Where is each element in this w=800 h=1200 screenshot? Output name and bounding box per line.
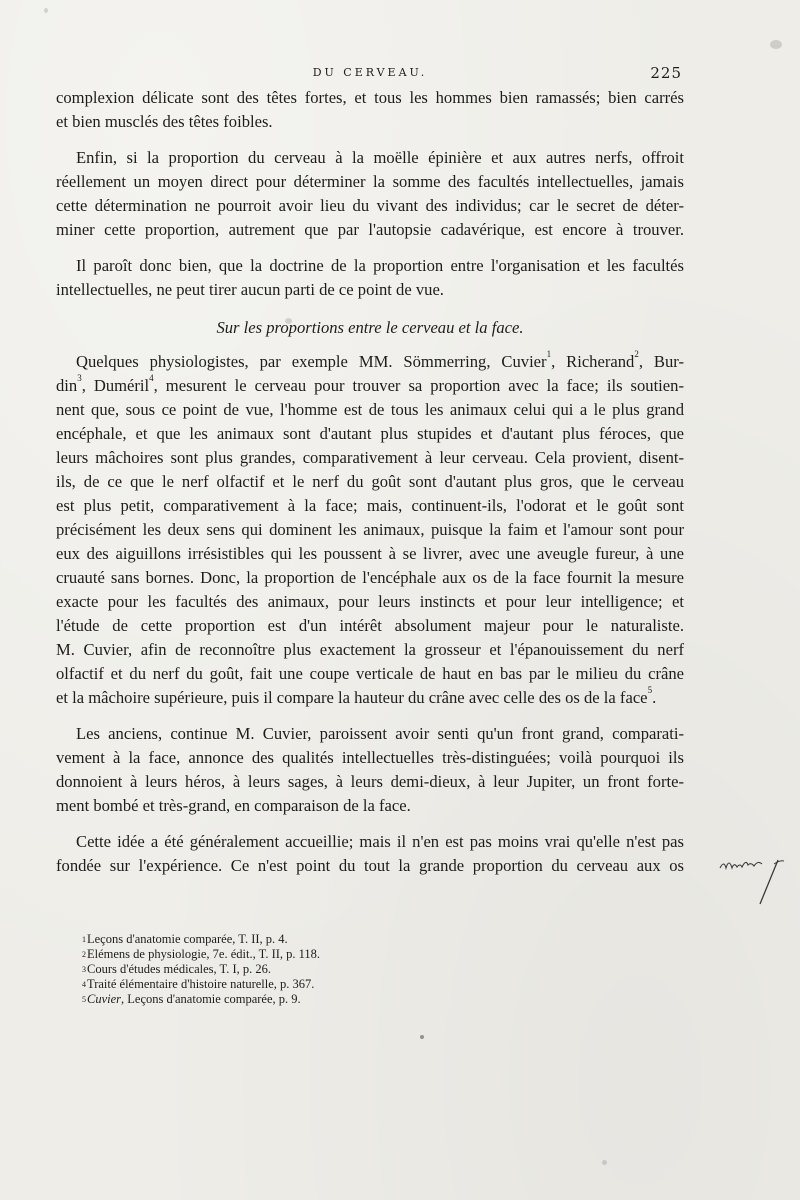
text-line: din$^3$, Duméril$^4$, mesurent le cerveau pour trouver sa proportion avec la face; ils soutien- [56, 373, 684, 395]
text-line: Enfin, si la proportion du cerveau à la moëlle épinière et aux autres nerfs, offroit [76, 148, 684, 167]
text-line: fondée sur l'expérience. Ce n'est point du tout la grande proportion du cerveau aux os [56, 856, 684, 875]
text-line: ils, de ce que le nerf olfactif et le nerf du goût sont d'autant plus gros, que le cerveau [56, 472, 684, 491]
text-line: miner cette proportion, autrement que par l'autopsie cadavérique, est encore à trouver. [56, 220, 684, 239]
text-line: est plus petit, comparativement à la face; mais, continuent-ils, l'odorat et le goût sont [56, 496, 684, 515]
page-number: 225 [650, 64, 682, 82]
text-line: l'étude de cette proportion est d'un intérêt absolument majeur pour le naturaliste. [56, 616, 684, 635]
text-line: intellectuelles, ne peut tirer aucun parti de ce point de vue. [56, 280, 444, 299]
text-line: cette détermination ne pourroit avoir lieu du vivant des individus; car le secret de déter- [56, 196, 684, 215]
text-line: M. Cuvier, afin de reconnoître plus exactement la grosseur et l'épanouissement du nerf [56, 640, 684, 659]
running-title: DU CERVEAU. [312, 66, 428, 79]
text-line: encéphale, et que les animaux sont d'autant plus stupides et d'autant plus féroces, que [56, 424, 684, 443]
text-line: Il paroît donc bien, que la doctrine de la proportion entre l'organisation et les facultés [76, 256, 684, 275]
footnote: $^1$Leçons d'anatomie comparée, T. II, p. 4. [82, 932, 288, 946]
footnote-ref: 2 [634, 349, 639, 359]
text-line: précisément les deux sens qui dominent les animaux, puisque la faim et l'amour sont pour [56, 520, 684, 539]
text-line: cruauté sans bornes. Donc, la proportion de l'encéphale aux os de la face fournit la mesure [56, 568, 684, 587]
running-head [0, 62, 800, 82]
text-line: Cette idée a été généralement accueillie; mais il n'en est pas moins vrai qu'elle n'est pas [76, 832, 684, 851]
footnote-ref: 1 [546, 349, 552, 359]
text-line: vement à la face, annonce des qualités intellectuelles très-distinguées; voilà pourquoi ils [56, 748, 684, 767]
text-line: Les anciens, continue M. Cuvier, paroissent avoir senti qu'un front grand, comparati- [76, 724, 684, 743]
footnotes [82, 932, 482, 1007]
footnote: $^5$Cuvier, Leçons d'anatomie comparée, p. 9. [82, 992, 301, 1006]
handwritten-annotation-icon [716, 846, 796, 906]
footnote: $^3$Cours d'études médicales, T. I, p. 26. [82, 962, 272, 976]
text-line: et la mâchoire supérieure, puis il compare la hauteur du crâne avec celle des os de la face$^5$. [56, 685, 657, 707]
text-line: eux des aiguillons irrésistibles qui les poussent à se livrer, avec une aveugle fureur, à une [56, 544, 684, 563]
footnote-ref: 4 [149, 373, 154, 383]
text-line: donnoient à leurs héros, à leurs sages, à leurs demi-dieux, à leur Jupiter, un front forte- [56, 772, 684, 791]
section-heading: Sur les proportions entre le cerveau et la face. [216, 318, 524, 337]
footnote: $^4$Traité élémentaire d'histoire naturelle, p. 367. [82, 977, 315, 991]
text-line: et bien musclés des têtes foibles. [56, 112, 273, 131]
text-line: exacte pour les facultés des animaux, pour leurs instincts et pour leur intelligence; et [56, 592, 684, 611]
text-line: leurs mâchoires sont plus grandes, comparativement à leur cerveau. Cela provient, disent- [56, 448, 684, 467]
footnote: $^2$Elémens de physiologie, 7e. édit., T. II, p. 118. [82, 947, 321, 961]
text-line: réellement un moyen direct pour déterminer la somme des facultés intellectuelles, jamais [56, 172, 684, 191]
text-line: olfactif et du nerf du goût, fait une coupe verticale de haut en bas par le milieu du crâne [56, 664, 684, 683]
footnote-ref: 3 [77, 373, 82, 383]
footnote-ref: 5 [647, 685, 653, 695]
text-line: nent que, sous ce point de vue, l'homme est de tous les animaux celui qui a le plus grand [56, 400, 684, 419]
text-line: Quelques physiologistes, par exemple MM. Sömmerring, Cuvier$^1$, Richerand$^2$, Bur- [76, 349, 684, 371]
main-text [56, 86, 684, 878]
text-line: complexion délicate sont des têtes fortes, et tous les hommes bien ramassés; bien carrés [56, 88, 684, 107]
text-line: ment bombé et très-grand, en comparaison de la face. [56, 796, 411, 815]
